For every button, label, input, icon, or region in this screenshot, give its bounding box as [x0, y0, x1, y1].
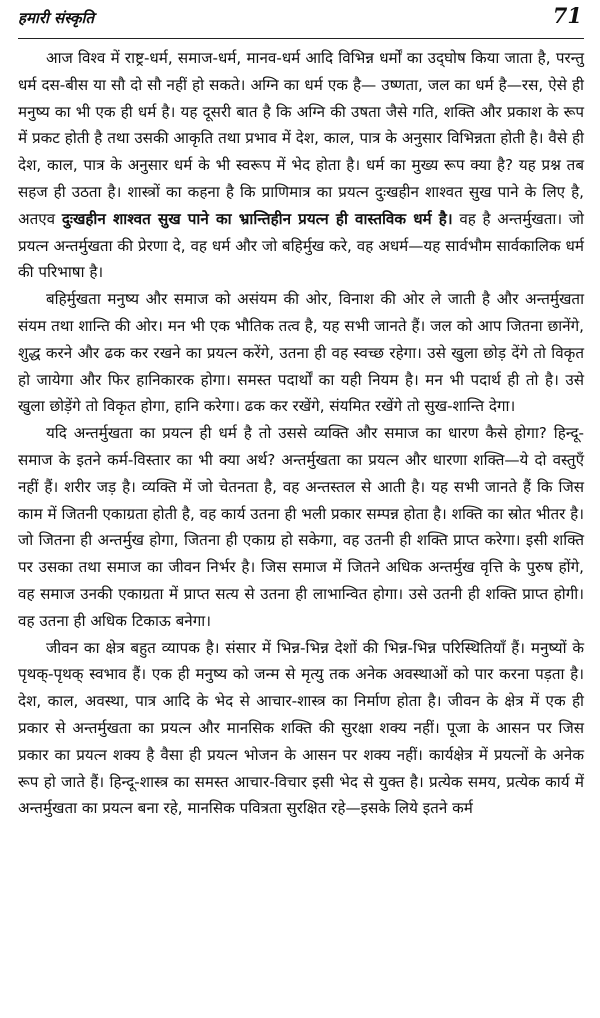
paragraph-1-text-before: आज विश्व में राष्ट्र-धर्म, समाज-धर्म, मानव-धर्म आदि विभिन्न धर्मों का उद्‌घोष किया जाता है, परन्तु धर्म दस-बीस या सौ दो सौ नहीं हो सकते। अग्नि का धर्म एक है— उष्णता, जल का धर्म है—रस, ऐसे ही मनुष्य का भी एक ही धर्म है। यह दूसरी बात है कि अग्नि की उषता जैसे गति, शक्ति और प्रकाश के रूप में प्रकट होती है तथा उसकी आकृति तथा प्रभाव में देश, काल, पात्र के अनुसार विभिन्नता होती है। वैसे ही देश, काल, पात्र के अनुसार धर्म के भी स्वरूप में भेद होता है। धर्म का मुख्य रूप क्या है? यह प्रश्न तब सहज ही उठता है। शास्त्रों का कहना है कि प्राणिमात्र का प्रयत्न दुःखहीन शाश्वत सुख पाने के लिए है, अतएव: [18, 49, 584, 228]
body-text: [18, 45, 584, 822]
page-header: [18, 0, 584, 39]
paragraph-1-bold-definition: दुःखहीन शाश्वत सुख पाने का भ्रान्तिहीन प्रयत्न ही वास्तविक धर्म है।: [61, 209, 453, 228]
running-head: हमारी संस्कृति: [18, 9, 94, 27]
paragraph-1: [18, 45, 584, 286]
paragraph-4: जीवन का क्षेत्र बहुत व्यापक है। संसार में भिन्न-भिन्न देशों की भिन्न-भिन्न परिस्थितियाँ हैं। मनुष्यों के पृथक्-पृथक् स्वभाव हैं। एक ही मनुष्य को जन्म से मृत्यु तक अनेक अवस्थाओं को पार करना पड़ता है। देश, काल, अवस्था, पात्र आदि के भेद से आचार-शास्त्र का निर्माण होता है। जीवन के क्षेत्र में एक ही प्रकार से अन्तर्मुखता का प्रयत्न और मानसिक शक्ति की सुरक्षा शक्य नहीं। पूजा के आसन पर जिस प्रकार का प्रयत्न शक्य है वैसा ही प्रयत्न भोजन के आसन पर शक्य नहीं। कार्यक्षेत्र में प्रयत्नों के अनेक रूप हो जाते हैं। हिन्दू-शास्त्र का समस्त आचार-विचार इसी भेद से युक्त है। प्रत्येक समय, प्रत्येक कार्य में अन्तर्मुखता का प्रयत्न बना रहे, मानसिक पवित्रता सुरक्षित रहे—इसके लिये इतने कर्म: [18, 638, 584, 818]
paragraph-3: यदि अन्तर्मुखता का प्रयत्न ही धर्म है तो उससे व्यक्ति और समाज का धारण कैसे होगा? हिन्दू-समाज के इतने कर्म-विस्तार का भी क्या अर्थ? अन्तर्मुखता का प्रयत्न और धारणा शक्ति—ये दो वस्तुएँ नहीं हैं। शरीर जड़ है। व्यक्ति में जो चेतनता है, वह अन्तस्तल से आती है। यह सभी जानते हैं कि जिस काम में जितनी एकाग्रता होती है, वह कार्य उतना ही भली प्रकार सम्पन्न होता है। शक्ति का स्रोत भीतर है। जो जितना ही अन्तर्मुख होगा, जितना ही एकाग्र हो सकेगा, वह उतनी ही शक्ति प्राप्त करेगा। इसी शक्ति पर उसका तथा समाज का जीवन निर्भर है। जिस समाज में जितने अधिक अन्तर्मुख वृत्ति के पुरुष होंगे, वह समाज उनकी एकाग्रता में प्राप्त सत्य से उतना ही लाभान्वित होगा। उसे उतनी ही शक्ति प्राप्त होगी। वह उतना ही अधिक टिकाऊ बनेगा।: [18, 424, 584, 630]
page-number: 71: [552, 3, 582, 28]
paragraph-1-text-after: वह है अन्तर्मुखता। जो प्रयत्न अन्तर्मुखता की प्रेरणा दे, वह धर्म और जो बहिर्मुख करे, वह अधर्म—यह सार्वभौम सार्वकालिक धर्म की परिभाषा है।: [18, 209, 584, 282]
paragraph-2: बहिर्मुखता मनुष्य और समाज को असंयम की ओर, विनाश की ओर ले जाती है और अन्तर्मुखता संयम तथा शान्ति की ओर। मन भी एक भौतिक तत्व है, यह सभी जानते हैं। जल को आप जितना छानेंगे, शुद्ध करने और ढक कर रखने का प्रयत्न करेंगे, उतना ही वह स्वच्छ रहेगा। उसे खुला छोड़ देंगे तो विकृत हो जायेगा और फिर हानिकारक होगा। समस्त पदार्थों का यही नियम है। मन भी पदार्थ ही तो है। उसे खुला छोड़ेंगे तो विकृत होगा, हानि करेगा। ढक कर रखेंगे, संयमित रखेंगे तो सुख-शान्ति देगा।: [18, 290, 584, 416]
